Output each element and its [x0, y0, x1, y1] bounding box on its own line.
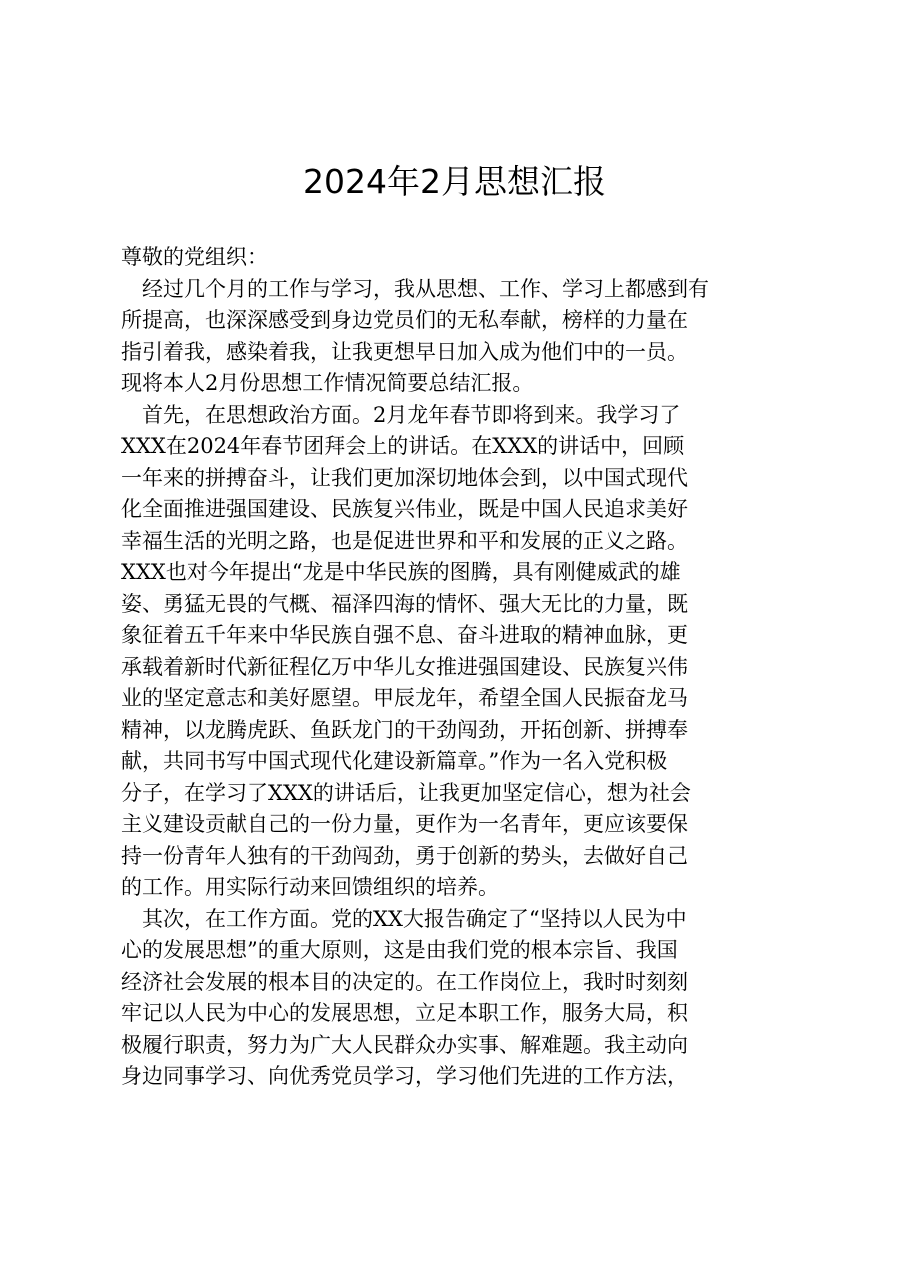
body-text-line: 现将本人2月份思想工作情况简要总结汇报。: [121, 371, 534, 395]
body-text-line: 的工作。用实际行动来回馈组织的培养。: [121, 875, 499, 899]
body-text-line: 姿、勇猛无畏的气概、福泽四海的情怀、强大无比的力量，既: [121, 591, 688, 616]
body-text-line: 幸福生活的光明之路，也是促进世界和平和发展的正义之路。: [121, 528, 688, 553]
body-text-line: 牢记以人民为中心的发展思想，立足本职工作，服务大局，积: [121, 1001, 688, 1025]
body-text-line: 指引着我，感染着我，让我更想早日加入成为他们中的一员。: [121, 339, 688, 364]
body-text-line: 一年来的拼搏奋斗，让我们更加深切地体会到，以中国式现代: [121, 465, 688, 490]
salutation-line: 尊敬的党组织：: [121, 245, 268, 269]
document-title: 2024年2月思想汇报: [303, 162, 606, 201]
body-text-line: 经过几个月的工作与学习，我从思想、工作、学习上都感到有: [142, 276, 709, 301]
body-text-line: 分子，在学习了XXX的讲话后，让我更加坚定信心，想为社会: [121, 780, 691, 805]
body-text-line: 极履行职责，努力为广大人民群众办实事、解难题。我主动向: [121, 1032, 688, 1057]
body-text-line: 首先，在思想政治方面。2月龙年春节即将到来。我学习了: [142, 402, 681, 427]
body-text-line: 精神，以龙腾虎跃、鱼跃龙门的干劲闯劲，开拓创新、拼搏奉: [121, 717, 688, 742]
body-text-line: 所提高，也深深感受到身边党员们的无私奉献，榜样的力量在: [121, 308, 688, 332]
body-text-line: 象征着五千年来中华民族自强不息、奋斗进取的精神血脉，更: [121, 623, 688, 647]
body-text-line: 化全面推进强国建设、民族复兴伟业，既是中国人民追求美好: [121, 497, 688, 521]
body-text-line: 心的发展思想”的重大原则，这是由我们党的根本宗旨、我国: [121, 938, 678, 962]
body-text-line: 持一份青年人独有的干劲闯劲，勇于创新的势头，去做好自己: [121, 843, 688, 868]
body-text-line: 其次，在工作方面。党的XX大报告确定了“坚持以人民为中: [142, 906, 687, 931]
body-text-line: XXX在2024年春节团拜会上的讲话。在XXX的讲话中，回顾: [121, 434, 685, 458]
body-text-line: 经济社会发展的根本目的决定的。在工作岗位上，我时时刻刻: [121, 969, 688, 994]
body-text-line: 献，共同书写中国式现代化建设新篇章。”作为一名入党积极: [121, 749, 668, 773]
body-text-line: 身边同事学习、向优秀党员学习，学习他们先进的工作方法，: [121, 1064, 688, 1088]
body-text-line: 承载着新时代新征程亿万中华儿女推进强国建设、民族复兴伟: [121, 654, 688, 679]
document-body: [121, 242, 811, 1093]
body-text-line: 主义建设贡献自己的一份力量，更作为一名青年，更应该要保: [121, 812, 688, 836]
body-text-line: 业的坚定意志和美好愿望。甲辰龙年，希望全国人民振奋龙马: [121, 686, 688, 710]
body-text-line: XXX也对今年提出“龙是中华民族的图腾，具有刚健威武的雄: [121, 560, 681, 584]
